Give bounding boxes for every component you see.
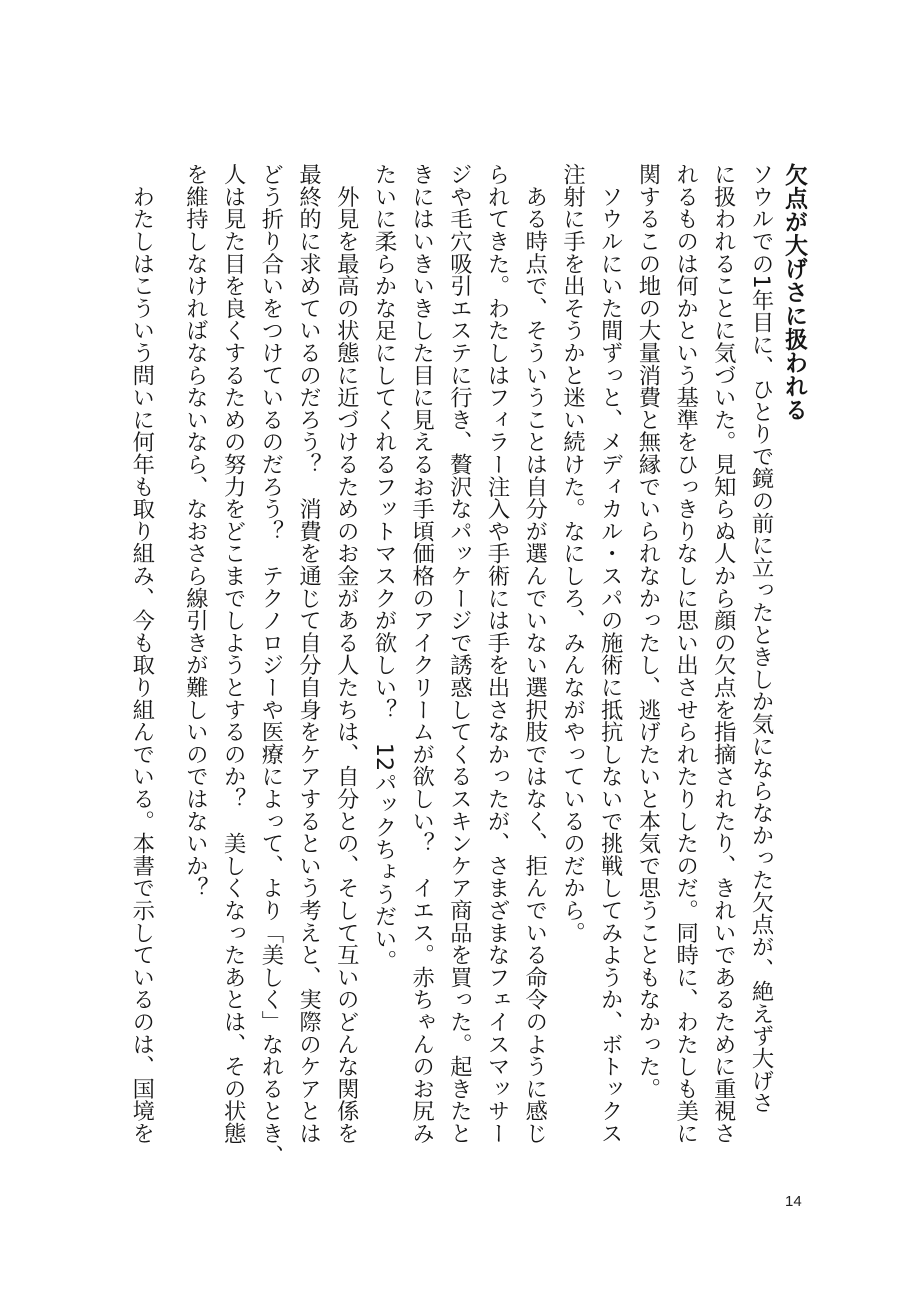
text-column: 関するこの地の大量消費と無縁でいられなかったし、逃げたいと本気で思うこともなかった。	[634, 163, 661, 1100]
text-column: ある時点で、そういうことは自分が選んでいない選択肢ではなく、拒んでいる命令のように感じ	[521, 163, 548, 1145]
text-column: きにはいきいきした目に見えるお手頃価格のアイクリームが欲しい？ イエス。赤ちゃんのお尻み	[408, 163, 435, 1145]
text-column: ソウルでの1年目に、ひとりで鏡の前に立ったときしか気にならなかった欠点が、絶えず大げさ	[748, 163, 774, 1114]
text-column: れるものは何かという基準をひっきりなしに思い出させられたりしたのだ。同時に、わたしも美に	[672, 163, 699, 1145]
text-column: ソウルにいた間ずっと、メディカル・スパの施術に抵抗しないで挑戦してみようか、ボトックス	[597, 163, 624, 1145]
text-column: わたしはこういう問いに何年も取り組み、今も取り組んでいる。本書で示しているのは、国境を	[128, 163, 155, 1145]
section-heading: 欠点が大げさに扱われる	[781, 163, 807, 422]
text-column: に扱われることに気づいた。見知らぬ人から顔の欠点を指摘されたり、きれいであるために重視さ	[710, 163, 737, 1145]
text-column: 最終的に求めているのだろう？ 消費を通じて自分自身をケアするという考えと、実際のケアとは	[295, 163, 322, 1145]
text-column: 人は見た目を良くするための努力をどこまでしようとするのか？ 美しくなったあとは、その状態	[220, 163, 247, 1145]
text-column: られてきた。わたしはフィラー注入や手術には手を出さなかったが、さまざまなフェイスマッサー	[484, 163, 511, 1145]
text-column: を維持しなければならないなら、なおさら線引きが難しいのではないか？	[182, 163, 209, 899]
vertical-text-block	[122, 163, 809, 1173]
text-column: 注射に手を出そうかと迷い続けた。なにしろ、みんながやっているのだから。	[559, 163, 586, 944]
text-column: どう折り合いをつけているのだろう？ テクノロジーや医療によって、より「美しく」なれるとき、	[257, 163, 284, 1167]
text-column: ジや毛穴吸引エステに行き、贅沢なパッケージで誘惑してくるスキンケア商品を買った。起きたと	[446, 163, 473, 1145]
page-number: 14	[785, 1193, 802, 1210]
text-column: たいに柔らかな足にしてくれるフットマスクが欲しい？ 12パックちょうだい。	[370, 163, 397, 972]
text-column: 外見を最高の状態に近づけるためのお金がある人たちは、自分との、そして互いのどんな関係を	[333, 163, 360, 1145]
